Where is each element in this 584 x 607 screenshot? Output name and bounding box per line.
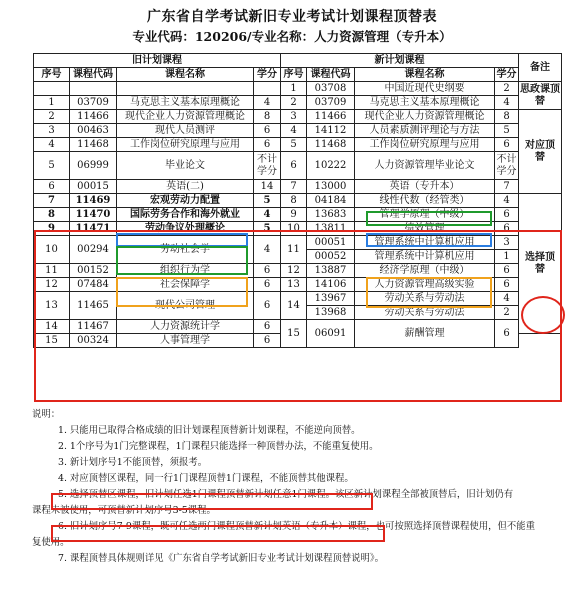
new-name: 英语（专升本） (355, 180, 495, 194)
note-6 (36, 519, 566, 535)
old-credit: 5 (254, 222, 281, 236)
remark-ideology: 思政课顶替 (519, 82, 562, 110)
table-row (34, 222, 562, 236)
new-code: 13000 (307, 180, 355, 194)
new-seq-header: 序号 (281, 68, 307, 82)
new-credit: 6 (495, 320, 519, 348)
new-credit: 2 (495, 82, 519, 96)
remark-corresponding: 对应顶替 (519, 110, 562, 194)
old-name: 人力资源统计学 (117, 320, 254, 334)
new-credit: 6 (495, 278, 519, 292)
old-code: 11469 (70, 194, 117, 208)
old-code: 00152 (70, 264, 117, 278)
old-name: 现代公司管理 (117, 292, 254, 320)
note-4: 4. 对应顶替区课程，同一行1门课程顶替1门课程，不能顶替其他课程。 (58, 473, 354, 484)
new-seq: 10 (281, 222, 307, 236)
new-seq: 1 (281, 82, 307, 96)
new-code: 11466 (307, 110, 355, 124)
old-code: 11468 (70, 138, 117, 152)
old-credit: 6 (254, 138, 281, 152)
new-name: 人力资源管理高级实验 (355, 278, 495, 292)
new-code: 00052 (307, 250, 355, 264)
old-credit: 6 (254, 320, 281, 334)
old-seq: 11 (34, 264, 70, 278)
new-seq: 12 (281, 264, 307, 278)
new-credit: 5 (495, 124, 519, 138)
selective-remark-ellipse (521, 296, 565, 334)
new-code: 10222 (307, 152, 355, 180)
new-credit: 1 (495, 250, 519, 264)
new-name: 劳动关系与劳动法 (355, 306, 495, 320)
old-name: 劳动社会学 (117, 236, 254, 264)
old-code (70, 82, 117, 96)
new-seq: 13 (281, 278, 307, 292)
new-credit: 4 (495, 194, 519, 208)
new-code: 13887 (307, 264, 355, 278)
old-seq: 5 (34, 152, 70, 180)
new-credit: 4 (495, 96, 519, 110)
note-6-cont: 也可按照选择顶替课程使用，但不能重 (375, 521, 536, 532)
old-code: 00015 (70, 180, 117, 194)
notes-section (32, 407, 566, 567)
new-credit: 2 (495, 306, 519, 320)
old-seq: 6 (34, 180, 70, 194)
old-seq: 3 (34, 124, 70, 138)
old-credit (254, 82, 281, 96)
note-5-highlighted: 5. 选择顶替区课程，旧计划任选1门课程顶替新计划任意1门课程。 (58, 489, 335, 500)
notes-heading: 说明： (32, 409, 61, 420)
old-name: 现代人员测评 (117, 124, 254, 138)
new-seq: 5 (281, 138, 307, 152)
old-name: 劳动争议处理概论 (117, 222, 254, 236)
table-row (34, 82, 562, 96)
new-credit: 4 (495, 292, 519, 306)
old-credit: 4 (254, 96, 281, 110)
new-name: 绩效管理 (355, 222, 495, 236)
new-seq: 3 (281, 110, 307, 124)
table-row (34, 264, 562, 278)
new-name: 管理系统中计算机应用 (355, 236, 495, 250)
old-credit-header: 学分 (254, 68, 281, 82)
new-name: 人力资源管理毕业论文 (355, 152, 495, 180)
new-code: 03708 (307, 82, 355, 96)
old-credit: 6 (254, 292, 281, 320)
table-row (34, 180, 562, 194)
old-name: 国际劳务合作和海外就业 (117, 208, 254, 222)
note-5-wrap: 课程未被使用，可顶替新计划序号3-5课程。 (32, 505, 216, 516)
new-credit: 6 (495, 208, 519, 222)
old-code: 03709 (70, 96, 117, 110)
note-2: 2. 1个序号为1门完整课程，1门课程只能选择一种顶替办法，不能重复使用。 (58, 441, 379, 452)
new-seq: 8 (281, 194, 307, 208)
old-seq: 7 (34, 194, 70, 208)
table-row (34, 194, 562, 208)
old-code: 11465 (70, 292, 117, 320)
new-name: 人员素质测评理论与方法 (355, 124, 495, 138)
old-seq: 2 (34, 110, 70, 124)
new-credit: 6 (495, 264, 519, 278)
old-code-header: 课程代码 (70, 68, 117, 82)
old-credit: 4 (254, 208, 281, 222)
note-5 (36, 487, 566, 503)
old-name: 现代企业人力资源管理概论 (117, 110, 254, 124)
new-seq: 4 (281, 124, 307, 138)
old-seq (34, 82, 70, 96)
old-credit: 6 (254, 278, 281, 292)
course-replacement-table (33, 53, 562, 348)
table-row (34, 96, 562, 110)
new-code: 06091 (307, 320, 355, 348)
new-seq: 2 (281, 96, 307, 110)
old-credit: 5 (254, 194, 281, 208)
old-name (117, 82, 254, 96)
new-seq: 14 (281, 292, 307, 320)
new-name-header: 课程名称 (355, 68, 495, 82)
old-seq: 10 (34, 236, 70, 264)
new-credit: 6 (495, 222, 519, 236)
table-row (34, 110, 562, 124)
new-seq: 6 (281, 152, 307, 180)
new-name: 中国近现代史纲要 (355, 82, 495, 96)
new-credit: 3 (495, 236, 519, 250)
new-code: 13968 (307, 306, 355, 320)
old-code: 07484 (70, 278, 117, 292)
new-name: 工作岗位研究原理与应用 (355, 138, 495, 152)
note-7: 7. 课程顶替具体规则详见《广东省自学考试新旧专业考试计划课程顶替说明》。 (58, 553, 384, 564)
new-name: 管理系统中计算机应用 (355, 250, 495, 264)
table-row (34, 320, 562, 334)
old-credit: 6 (254, 334, 281, 348)
old-name: 毕业论文 (117, 152, 254, 180)
table-row (34, 138, 562, 152)
new-credit: 7 (495, 180, 519, 194)
note-1: 1. 只能用已取得合格成绩的旧计划课程顶替新计划课程，不能逆向顶替。 (58, 425, 361, 436)
new-credit-header: 学分 (496, 68, 517, 80)
old-code: 11467 (70, 320, 117, 334)
new-code: 13811 (307, 222, 355, 236)
old-code: 00294 (70, 236, 117, 264)
old-name: 工作岗位研究原理与应用 (117, 138, 254, 152)
old-name: 英语(二) (117, 180, 254, 194)
table-row (34, 124, 562, 138)
old-seq: 12 (34, 278, 70, 292)
table-row (34, 278, 562, 292)
new-name: 马克思主义基本原理概论 (355, 96, 495, 110)
remark-header: 备注 (519, 54, 562, 82)
old-credit: 4 (254, 236, 281, 264)
old-seq-header: 序号 (34, 68, 70, 82)
old-plan-header: 旧计划课程 (34, 54, 281, 68)
old-credit: 8 (254, 110, 281, 124)
new-name: 劳动关系与劳动法 (355, 292, 495, 306)
note-3: 3. 新计划序号1不能顶替，须报考。 (58, 457, 208, 468)
new-name: 薪酬管理 (355, 320, 495, 348)
old-seq: 14 (34, 320, 70, 334)
page-title: 广东省自学考试新旧专业考试计划课程顶替表 (147, 9, 437, 25)
old-code: 00463 (70, 124, 117, 138)
old-code: 00324 (70, 334, 117, 348)
new-code: 11468 (307, 138, 355, 152)
new-credit: 8 (495, 110, 519, 124)
new-code: 03709 (307, 96, 355, 110)
old-code: 11471 (70, 222, 117, 236)
new-seq: 11 (281, 236, 307, 264)
table-row (34, 292, 562, 306)
new-code: 14106 (307, 278, 355, 292)
new-credit: 6 (495, 138, 519, 152)
new-credit: 不计学分 (495, 152, 519, 180)
old-credit: 6 (254, 124, 281, 138)
new-name: 现代企业人力资源管理概论 (355, 110, 495, 124)
new-name: 经济学原理（中级） (355, 264, 495, 278)
remark-selective: 选择顶替 (519, 194, 562, 334)
old-name-header: 课程名称 (117, 68, 254, 82)
new-code: 00051 (307, 236, 355, 250)
old-seq: 1 (34, 96, 70, 110)
old-credit: 不计学分 (254, 152, 281, 180)
old-code: 11470 (70, 208, 117, 222)
old-seq: 9 (34, 222, 70, 236)
old-name: 人事管理学 (117, 334, 254, 348)
note-6-highlighted: 6. 旧计划序号7-9课程，既可任选两门课程顶替新计划英语（专升本）课程， (58, 521, 376, 532)
note-5-cont: 该区新计划课程全部被顶替后，旧计划仍有 (334, 489, 514, 500)
old-credit: 6 (254, 264, 281, 278)
table-row (34, 208, 562, 222)
new-name: 管理学原理（中级） (355, 208, 495, 222)
new-code-header: 课程代码 (307, 68, 355, 82)
table-row (34, 152, 562, 180)
new-code: 13683 (307, 208, 355, 222)
new-seq: 15 (281, 320, 307, 348)
old-name: 马克思主义基本原理概论 (117, 96, 254, 110)
new-code: 13967 (307, 292, 355, 306)
old-seq: 15 (34, 334, 70, 348)
old-seq: 13 (34, 292, 70, 320)
new-plan-header: 新计划课程 (281, 54, 519, 68)
old-name: 组织行为学 (117, 264, 254, 278)
table-row (34, 236, 562, 250)
new-code: 14112 (307, 124, 355, 138)
old-seq: 8 (34, 208, 70, 222)
new-seq: 7 (281, 180, 307, 194)
old-seq: 4 (34, 138, 70, 152)
new-name: 线性代数（经管类） (355, 194, 495, 208)
new-seq: 9 (281, 208, 307, 222)
new-code: 04184 (307, 194, 355, 208)
page-subtitle: 专业代码：120206/专业名称：人力资源管理（专升本） (132, 29, 452, 44)
old-name: 社会保障学 (117, 278, 254, 292)
old-credit: 14 (254, 180, 281, 194)
old-code: 11466 (70, 110, 117, 124)
old-name: 宏观劳动力配置 (117, 194, 254, 208)
old-code: 06999 (70, 152, 117, 180)
note-6-wrap: 复使用。 (32, 537, 70, 548)
